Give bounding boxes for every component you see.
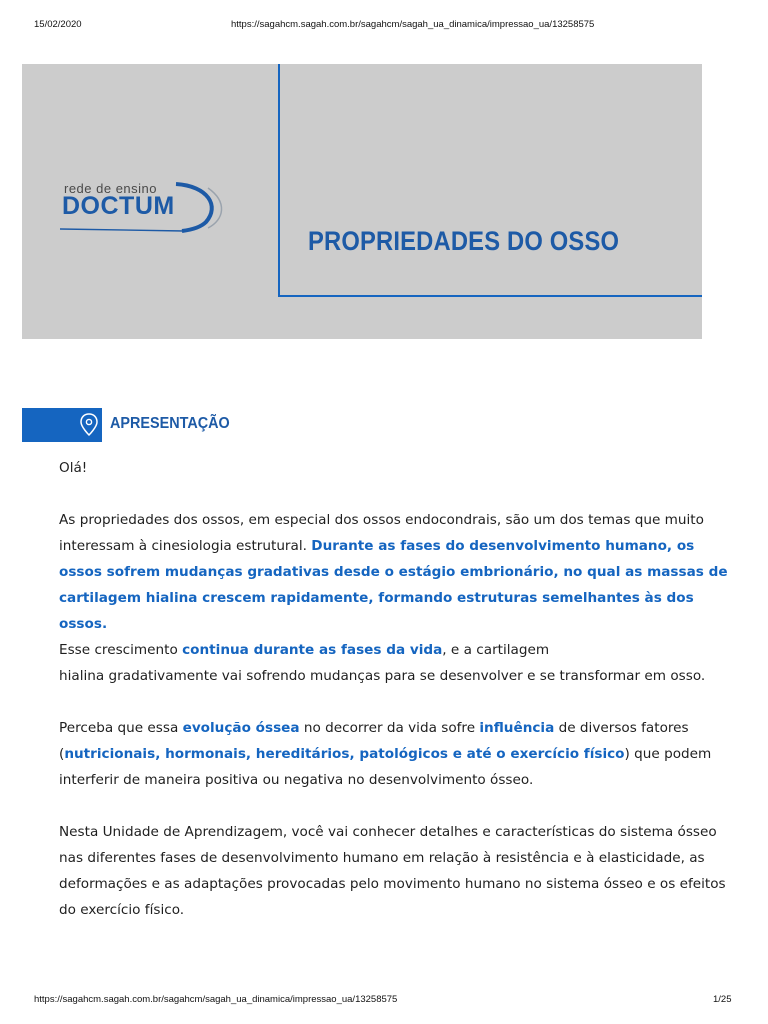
doctum-logo	[58, 176, 228, 236]
logo-wordmark: DOCTUM	[62, 192, 175, 220]
highlight-text: nutricionais, hormonais, hereditários, patológicos e até o exercício físico	[64, 746, 625, 762]
text-span: , e a cartilagem	[442, 642, 550, 658]
text-span: de diversos fatores (	[59, 720, 689, 762]
page-number: 1/25	[713, 994, 732, 1005]
highlight-text: continua durante as fases da vida	[182, 642, 443, 658]
banner-divider-vertical	[278, 64, 280, 297]
presentation-content	[59, 455, 731, 949]
text-span: hialina gradativamente vai sofrendo mudanças para se desenvolver e se transformar em osso.	[59, 668, 706, 684]
highlight-text: influência	[479, 720, 555, 736]
paragraph-1	[59, 507, 731, 689]
banner-divider-horizontal	[278, 295, 702, 297]
print-url: https://sagahcm.sagah.com.br/sagahcm/sagah_ua_dinamica/impressao_ua/13258575	[231, 19, 595, 30]
text-span: As propriedades dos ossos, em especial dos ossos endocondrais, são um dos temas que muito interessam à cinesiologia estrutural.	[59, 512, 704, 554]
text-span: ) que podem interferir de maneira positiva ou negativa no desenvolvimento ósseo.	[59, 746, 712, 788]
page-title: PROPRIEDADES DO OSSO	[308, 226, 620, 256]
highlight-text: evolução óssea	[182, 720, 300, 736]
section-header-bar	[22, 408, 102, 442]
text-span: Perceba que essa	[59, 720, 183, 736]
greeting: Olá!	[59, 460, 88, 476]
footer-url: https://sagahcm.sagah.com.br/sagahcm/sagah_ua_dinamica/impressao_ua/13258575	[34, 994, 398, 1005]
text-span: Esse crescimento	[59, 642, 183, 658]
print-date: 15/02/2020	[34, 19, 82, 30]
logo-tagline: rede de ensino	[64, 181, 158, 196]
paragraph-3: Nesta Unidade de Aprendizagem, você vai conhecer detalhes e características do sistema ósseo nas diferentes fases de desenvolvimento humano em relação à resistência e à elasticidade, as deformações e as adaptações provocadas pelo movimento humano no sistema ósseo e os efeitos do exercício físico.	[59, 824, 726, 918]
title-banner	[22, 64, 702, 339]
map-pin-icon	[78, 412, 100, 438]
text-span: no decorrer da vida sofre	[299, 720, 480, 736]
paragraph-2	[59, 715, 731, 793]
section-title: APRESENTAÇÃO	[110, 415, 230, 432]
highlight-text: Durante as fases do desenvolvimento humano, os ossos sofrem mudanças gradativas desde o estágio embrionário, no qual as massas de cartilagem hialina crescem rapidamente, formando estruturas semelhantes às dos ossos.	[59, 538, 728, 632]
